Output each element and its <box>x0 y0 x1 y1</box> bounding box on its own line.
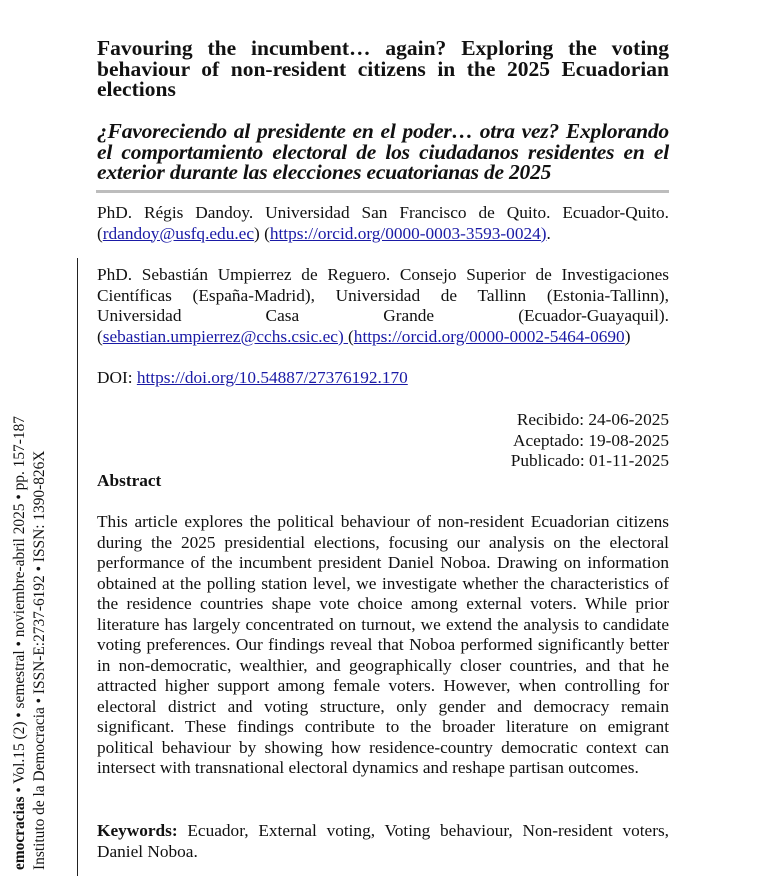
author-1 <box>97 203 669 244</box>
issue-info: • Vol.15 (2) • semestral • noviembre-abril 2025 • pp. 157-187 <box>11 416 28 797</box>
title-divider <box>96 190 669 193</box>
author-2-affiliation: PhD. Sebastián Umpierrez de Reguero. Consejo Superior de Investigaciones Científicas (España-Madrid), Universidad de Tallinn (Estonia-Tallinn), Universidad Casa Grande (Ecuador-Guayaquil). ( <box>97 265 669 346</box>
author-2-orcid-link[interactable]: https://orcid.org/0000-0002-5464-0690 <box>353 326 625 346</box>
abstract-heading: Abstract <box>97 471 162 490</box>
author-2 <box>97 265 669 347</box>
article-title: Favouring the incumbent… again? Exploring the voting behaviour of non-resident citizens in the 2025 Ecuadorian elections <box>97 36 669 101</box>
sidebar-line-1 <box>10 416 30 870</box>
author-1-separator: ) ( <box>254 223 270 243</box>
keywords <box>97 821 669 862</box>
author-2-email-link[interactable]: sebastian.umpierrez@cchs.csic.ec) <box>102 326 349 346</box>
doi-link[interactable]: https://doi.org/10.54887/27376192.170 <box>136 368 408 387</box>
author-1-end: . <box>546 223 551 243</box>
article-title-spanish: ¿Favoreciendo al presidente en el poder… otra vez? Explorando el comportamiento electoral de los ciudadanos residentes en el exterior durante las elecciones ecuatorianas de 2025 <box>97 119 669 184</box>
keywords-list: Ecuador, External voting, Voting behaviour, Non-resident voters, Daniel Noboa. <box>97 821 669 861</box>
author-2-end: ) <box>624 326 631 346</box>
date-published: Publicado: 01-11-2025 <box>510 451 669 470</box>
author-1-orcid-link[interactable]: https://orcid.org/0000-0003-3593-0024) <box>269 223 547 243</box>
author-1-email-link[interactable]: rdandoy@usfq.edu.ec <box>102 223 255 243</box>
author-2-separator: ( <box>348 326 354 346</box>
abstract-body: This article explores the political behaviour of non-resident Ecuadorian citizens during the 2025 presidential elections, focusing our analysis on the electoral performance of the incumbent president Daniel Noboa. Drawing on information obtained at the polling station level, we investigate whether the characteristics of the residence countries shape vote choice among external voters. While prior literature has largely concentrated on turnout, we extend the analysis to candidate voting preferences. Our findings reveal that Noboa performed significantly better in non-democratic, wealthier, and geographically closer countries, and that he attracted higher support among female voters. However, when controlling for electoral district and voting structure, only gender and democracy remain significant. These findings contribute to the broader literature on emigrant political behaviour by showing how residence-country democratic context can intersect with transnational electoral dynamics and reshape partisan outcomes. <box>97 512 669 777</box>
publication-dates <box>369 410 669 472</box>
doi-line <box>97 368 669 389</box>
date-accepted: Aceptado: 19-08-2025 <box>513 430 669 450</box>
date-received: Recibido: 24-06-2025 <box>516 410 669 429</box>
sidebar-line-2: Instituto de la Democracia • ISSN-E:2737-6192 • ISSN: 1390-826X <box>31 450 48 870</box>
journal-name: emocracias <box>11 796 28 870</box>
keywords-label: Keywords: <box>97 821 178 840</box>
journal-sidebar <box>10 416 50 870</box>
sidebar-rule <box>77 258 78 876</box>
author-1-affiliation: PhD. Régis Dandoy. Universidad San Francisco de Quito. Ecuador-Quito. ( <box>97 203 669 243</box>
doi-label: DOI: <box>97 368 137 387</box>
